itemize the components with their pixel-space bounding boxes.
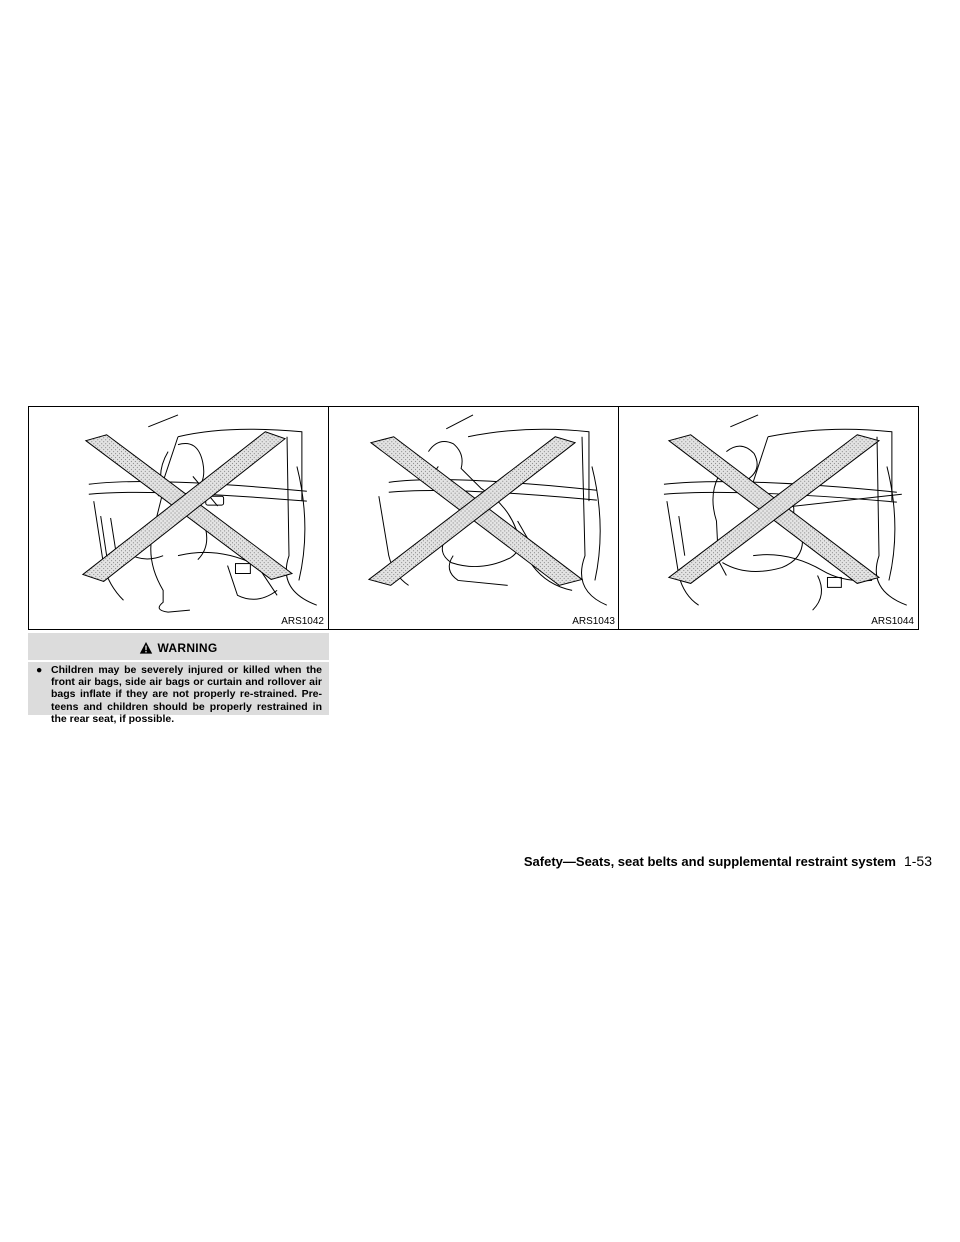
- illustration-child-seated-with-belt: [618, 406, 919, 630]
- warning-list: [36, 664, 322, 725]
- bullet-icon: ●: [36, 664, 43, 676]
- section-title: Safety—Seats, seat belts and supplemental restraint system: [523, 854, 896, 869]
- warning-triangle-icon: [139, 641, 153, 655]
- warning-box: [28, 633, 329, 725]
- figure-code: ARS1042: [281, 616, 324, 627]
- warning-item: [36, 664, 322, 725]
- warning-heading: [28, 641, 329, 655]
- illustration-child-leaning-on-dashboard: [328, 406, 620, 630]
- illustration-child-standing-in-front-of-seat: [28, 406, 329, 630]
- warning-divider: [28, 660, 329, 662]
- figure-code: ARS1044: [871, 616, 914, 627]
- line-drawing-child-leaning: [329, 407, 619, 629]
- figure-code: ARS1043: [572, 616, 615, 627]
- line-drawing-child-seated: [619, 407, 918, 629]
- page-number: 1-53: [903, 853, 932, 869]
- line-drawing-child-front-seat: [29, 407, 328, 629]
- page-footer: [524, 853, 932, 869]
- warning-item-text: Children may be severely injured or killed when the front air bags, side air bags or curtain and rollover air bags inflate if they are not properly re-strained. Pre-teens and children should be properly restrained in the rear seat, if possible.: [51, 664, 322, 725]
- warning-title: WARNING: [157, 641, 218, 655]
